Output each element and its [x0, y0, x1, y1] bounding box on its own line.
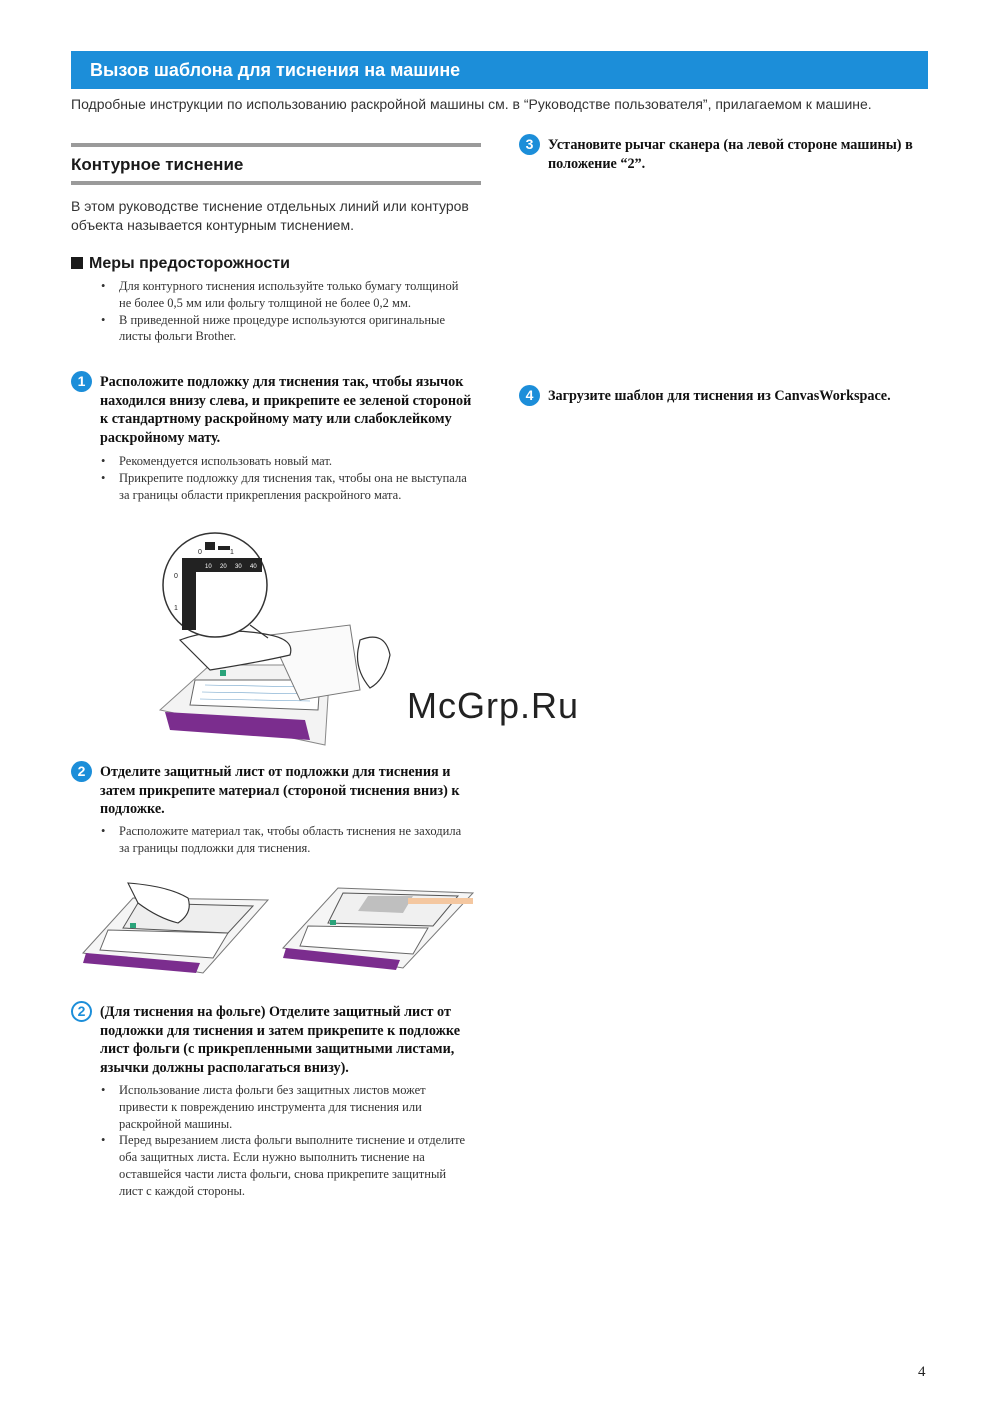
banner-title: Вызов шаблона для тиснения на машине — [90, 60, 461, 80]
precautions-heading — [71, 255, 290, 273]
intro-text: Подробные инструкции по использованию раскройной машины см. в “Руководстве пользователя”, прилагаемом к машине. — [71, 96, 872, 112]
step-2-foil-notes — [101, 1082, 471, 1200]
step-number-badge: 4 — [519, 385, 540, 406]
section-title: Контурное тиснение — [71, 155, 244, 174]
ruler-label: 10 — [205, 564, 212, 570]
list-item: • Использование листа фольги без защитных листов может привести к повреждению инструмента для тиснения или раскройной машины. — [101, 1082, 471, 1132]
attached-material-panel — [283, 888, 473, 970]
ruler-label: 30 — [235, 564, 242, 570]
step-1-notes — [101, 453, 471, 503]
ruler-label: 0 — [198, 549, 202, 556]
list-item: • Расположите материал так, чтобы область тиснения не заходила за границы подложки для тиснения. — [101, 823, 471, 857]
mat-attach-illustration — [150, 530, 400, 750]
step-text: Установите рычаг сканера (на левой стороне машины) в положение “2”. — [548, 137, 913, 172]
ruler-label: 0 — [174, 573, 178, 580]
step-number-badge: 2 — [71, 761, 92, 782]
step-number-badge: 1 — [71, 371, 92, 392]
step-text: Загрузите шаблон для тиснения из CanvasWorkspace. — [548, 388, 891, 404]
ruler-label: 20 — [220, 564, 227, 570]
list-item: • Для контурного тиснения используйте только бумагу толщиной не более 0,5 мм или фольгу толщиной не более 0,2 мм. — [101, 278, 471, 312]
list-item: • Перед вырезанием листа фольги выполните тиснение и отделите оба защитных листа. Если нужно выполнить тиснение на оставшейся части листа фольги, снова прикрепите защитный лист с каждой стороны. — [101, 1132, 471, 1199]
page-banner — [71, 51, 928, 89]
ruler-label: 1 — [230, 549, 234, 556]
step-number-badge: 3 — [519, 134, 540, 155]
watermark: McGrp.Ru — [407, 685, 580, 726]
step-text: (Для тиснения на фольге) Отделите защитный лист от подложки для тиснения и затем прикрепите к подложке лист фольги (с прикрепленными защитными листами, язычки должны располагаться внизу). — [100, 1004, 461, 1076]
peel-sheet-panel — [83, 883, 268, 973]
list-item: • Прикрепите подложку для тиснения так, чтобы она не выступала за границы области прикрепления раскройного мата. — [101, 470, 471, 504]
page-number: 4 — [918, 1364, 926, 1380]
section-heading — [71, 143, 481, 185]
list-item: • Рекомендуется использовать новый мат. — [101, 453, 471, 470]
square-bullet-icon — [71, 257, 83, 269]
step-text: Расположите подложку для тиснения так, чтобы язычок находился внизу слева, и прикрепите ее зеленой стороной к стандартному раскройному мату или слабоклейкому раскройному мату. — [100, 374, 472, 446]
step-number-badge: 2 — [71, 1001, 92, 1022]
list-item: • В приведенной ниже процедуре используются оригинальные листы фольги Brother. — [101, 312, 471, 346]
step-2-notes — [101, 823, 471, 857]
ruler-label: 40 — [250, 564, 257, 570]
ruler-label: 1 — [174, 605, 178, 612]
material-attach-illustration — [78, 878, 478, 978]
precautions-title: Меры предосторожности — [89, 255, 290, 272]
precautions-list — [101, 278, 471, 345]
step-text: Отделите защитный лист от подложки для тиснения и затем прикрепите материал (стороной тиснения вниз) к подложке. — [100, 764, 460, 818]
section-paragraph: В этом руководстве тиснение отдельных линий или контуров объекта называется контурным тиснением. — [71, 198, 469, 233]
